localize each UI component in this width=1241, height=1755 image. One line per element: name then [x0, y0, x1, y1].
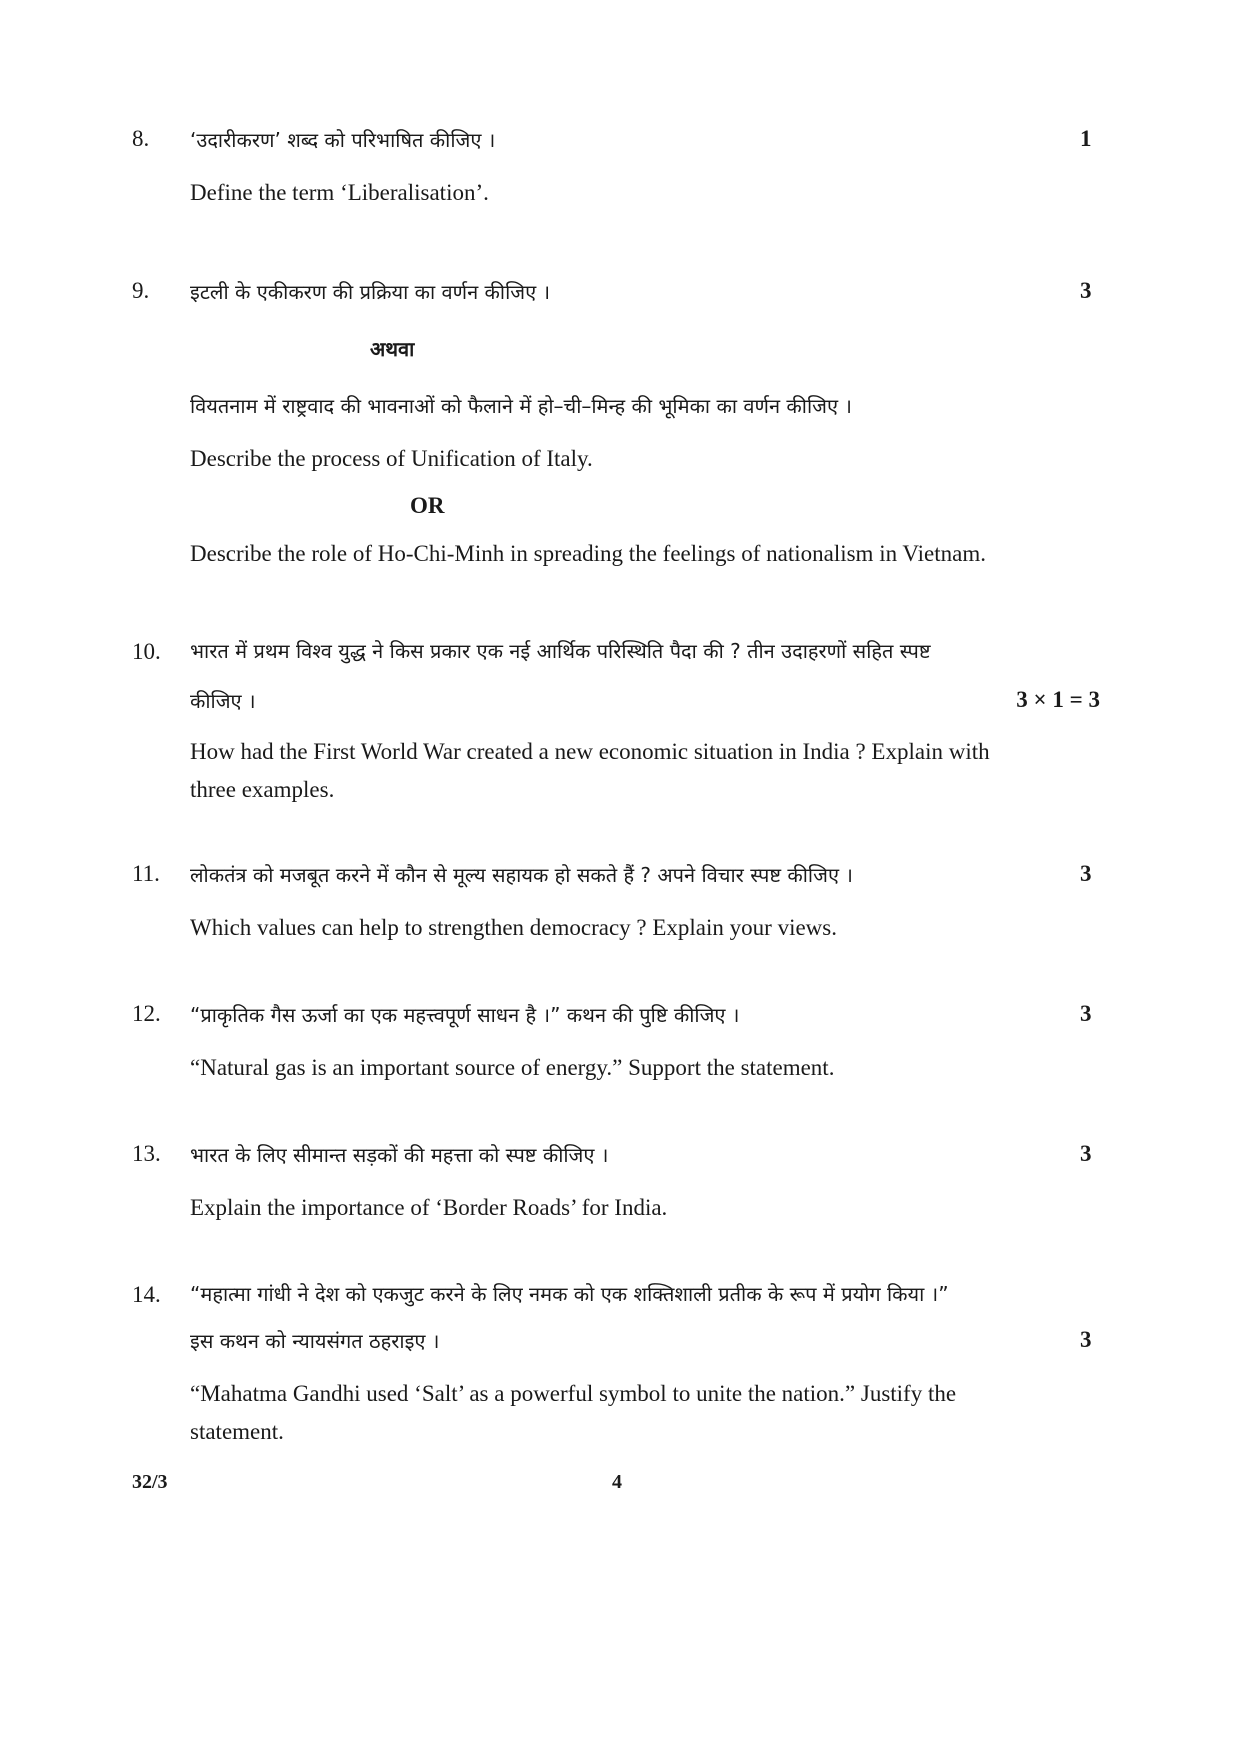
question-8-english: Define the term ‘Liberalisation’. — [190, 180, 489, 205]
question-9-hindi: इटली के एकीकरण की प्रक्रिया का वर्णन कीजिए । — [190, 280, 551, 304]
question-12-hindi: “प्राकृतिक गैस ऊर्जा का एक महत्त्वपूर्ण साधन है ।” कथन की पुष्टि कीजिए । — [190, 1003, 740, 1027]
question-14-hindi-line2: इस कथन को न्यायसंगत ठहराइए । — [190, 1329, 440, 1353]
question-13-hindi: भारत के लिए सीमान्त सड़कों की महत्ता को स्पष्ट कीजिए । — [190, 1143, 609, 1167]
question-8-hindi: ‘उदारीकरण’ शब्द को परिभाषित कीजिए । — [190, 128, 496, 152]
question-10-number: 10. — [132, 639, 161, 664]
question-14-english-line1: “Mahatma Gandhi used ‘Salt’ as a powerful symbol to unite the nation.” Justify the — [190, 1381, 957, 1406]
question-12-marks: 3 — [1080, 1001, 1092, 1026]
page-number: 4 — [612, 1471, 622, 1493]
question-11-number: 11. — [132, 861, 160, 886]
question-11-hindi: लोकतंत्र को मजबूत करने में कौन से मूल्य सहायक हो सकते हैं ? अपने विचार स्पष्ट कीजिए । — [190, 863, 853, 887]
question-12-number: 12. — [132, 1001, 161, 1026]
question-9-hindi-or: अथवा — [370, 337, 415, 361]
question-8-marks: 1 — [1080, 126, 1092, 151]
question-12-english: “Natural gas is an important source of energy.” Support the statement. — [190, 1055, 835, 1080]
question-11-marks: 3 — [1080, 861, 1092, 886]
question-9-english-alt: Describe the role of Ho-Chi-Minh in spreading the feelings of nationalism in Vietnam. — [190, 541, 986, 566]
question-10-english-line2: three examples. — [190, 777, 335, 802]
question-9-marks: 3 — [1080, 278, 1092, 303]
question-13-number: 13. — [132, 1141, 161, 1166]
question-8-number: 8. — [132, 126, 150, 151]
question-11-english: Which values can help to strengthen democracy ? Explain your views. — [190, 915, 837, 940]
paper-code: 32/3 — [132, 1471, 168, 1493]
question-9-english: Describe the process of Unification of Italy. — [190, 446, 593, 471]
question-13-marks: 3 — [1080, 1141, 1092, 1166]
question-14-english-line2: statement. — [190, 1419, 284, 1444]
question-14-marks: 3 — [1080, 1327, 1092, 1352]
question-13-english: Explain the importance of ‘Border Roads’ for India. — [190, 1195, 668, 1220]
question-9-hindi-alt: वियतनाम में राष्ट्रवाद की भावनाओं को फैलाने में हो–ची–मिन्ह की भूमिका का वर्णन कीजिए । — [190, 394, 852, 418]
question-9-english-or: OR — [410, 493, 445, 518]
question-10-hindi-line2: कीजिए । — [190, 689, 256, 713]
question-10-marks: 3 × 1 = 3 — [1016, 687, 1100, 712]
question-10-hindi-line1: भारत में प्रथम विश्व युद्ध ने किस प्रकार एक नई आर्थिक परिस्थिति पैदा की ? तीन उदाहरणों सहित स्पष्ट — [190, 639, 931, 663]
question-10-english-line1: How had the First World War created a new economic situation in India ? Explain with — [190, 739, 990, 764]
question-14-hindi-line1: “महात्मा गांधी ने देश को एकजुट करने के लिए नमक को एक शक्तिशाली प्रतीक के रूप में प्रयोग किया ।” — [190, 1282, 949, 1306]
question-14-number: 14. — [132, 1282, 161, 1307]
question-9-number: 9. — [132, 278, 150, 303]
